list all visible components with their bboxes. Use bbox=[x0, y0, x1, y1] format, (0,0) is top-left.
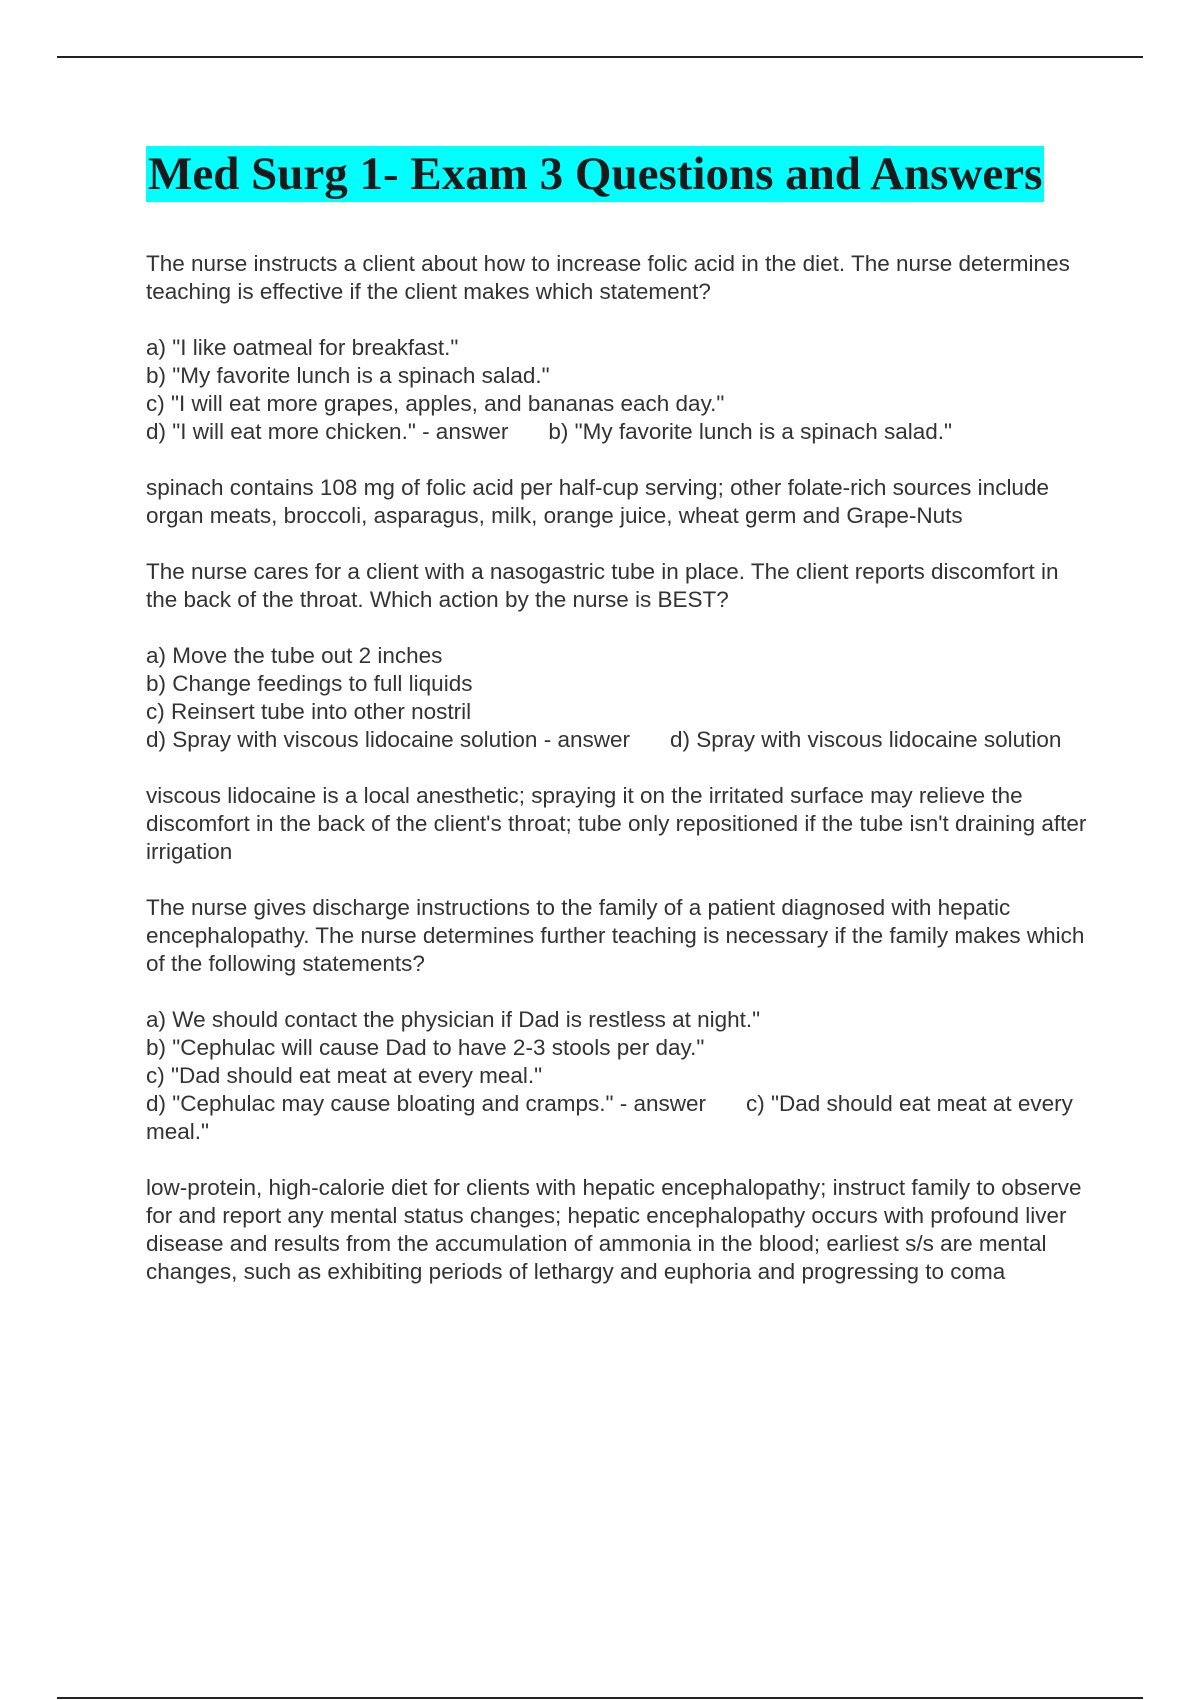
rationale-text: low-protein, high-calorie diet for clients with hepatic encephalopathy; instruct family to observe for and report any mental status changes; hepatic encephalopathy occurs with profound liver disease and results from the accumulation of ammonia in the blood; earliest s/s are mental changes, such as exhibiting periods of lethargy and euphoria and progressing to coma bbox=[146, 1175, 1088, 1284]
option-a: a) We should contact the physician if Dad is restless at night." bbox=[146, 1007, 761, 1032]
options-list bbox=[146, 334, 1096, 446]
document-body bbox=[146, 146, 1096, 1314]
option-d-with-answer bbox=[146, 1090, 1096, 1146]
bottom-rule bbox=[57, 1697, 1143, 1699]
rationale-text: spinach contains 108 mg of folic acid per half-cup serving; other folate-rich sources include organ meats, broccoli, asparagus, milk, orange juice, wheat germ and Grape-Nuts bbox=[146, 475, 1056, 528]
option-b: b) "Cephulac will cause Dad to have 2-3 stools per day." bbox=[146, 1035, 705, 1060]
option-d: d) "I will eat more chicken." - answer bbox=[146, 419, 509, 444]
options-list bbox=[146, 642, 1096, 754]
option-d: d) Spray with viscous lidocaine solution - answer bbox=[146, 727, 630, 752]
option-c: c) Reinsert tube into other nostril bbox=[146, 699, 472, 724]
question-list bbox=[146, 250, 1096, 1286]
top-rule bbox=[57, 56, 1143, 58]
answer-text: d) Spray with viscous lidocaine solution bbox=[669, 727, 1062, 752]
option-a: a) "I like oatmeal for breakfast." bbox=[146, 335, 459, 360]
option-d-with-answer bbox=[146, 726, 1096, 754]
option-d: d) "Cephulac may cause bloating and cramps." - answer bbox=[146, 1091, 706, 1116]
option-b: b) "My favorite lunch is a spinach salad." bbox=[146, 363, 550, 388]
options-list bbox=[146, 1006, 1096, 1146]
answer-text: b) "My favorite lunch is a spinach salad." bbox=[548, 419, 953, 444]
rationale-text: viscous lidocaine is a local anesthetic; spraying it on the irritated surface may relieve the discomfort in the back of the client's throat; tube only repositioned if the tube isn't draining after irrigation bbox=[146, 783, 1093, 864]
question-text: The nurse instructs a client about how to increase folic acid in the diet. The nurse determines teaching is effective if the client makes which statement? bbox=[146, 251, 1077, 304]
option-d-with-answer bbox=[146, 418, 1096, 446]
question-text: The nurse gives discharge instructions to the family of a patient diagnosed with hepatic encephalopathy. The nurse determines further teaching is necessary if the family makes which of the following statements? bbox=[146, 895, 1091, 976]
option-c: c) "Dad should eat meat at every meal." bbox=[146, 1063, 543, 1088]
document-title: Med Surg 1- Exam 3 Questions and Answers bbox=[148, 148, 1043, 200]
answer-text: c) "Dad should eat meat at every meal." bbox=[146, 1091, 1080, 1144]
option-c: c) "I will eat more grapes, apples, and bananas each day." bbox=[146, 391, 725, 416]
option-a: a) Move the tube out 2 inches bbox=[146, 643, 443, 668]
question-text: The nurse cares for a client with a nasogastric tube in place. The client reports discomfort in the back of the throat. Which action by the nurse is BEST? bbox=[146, 559, 1065, 612]
option-b: b) Change feedings to full liquids bbox=[146, 671, 473, 696]
